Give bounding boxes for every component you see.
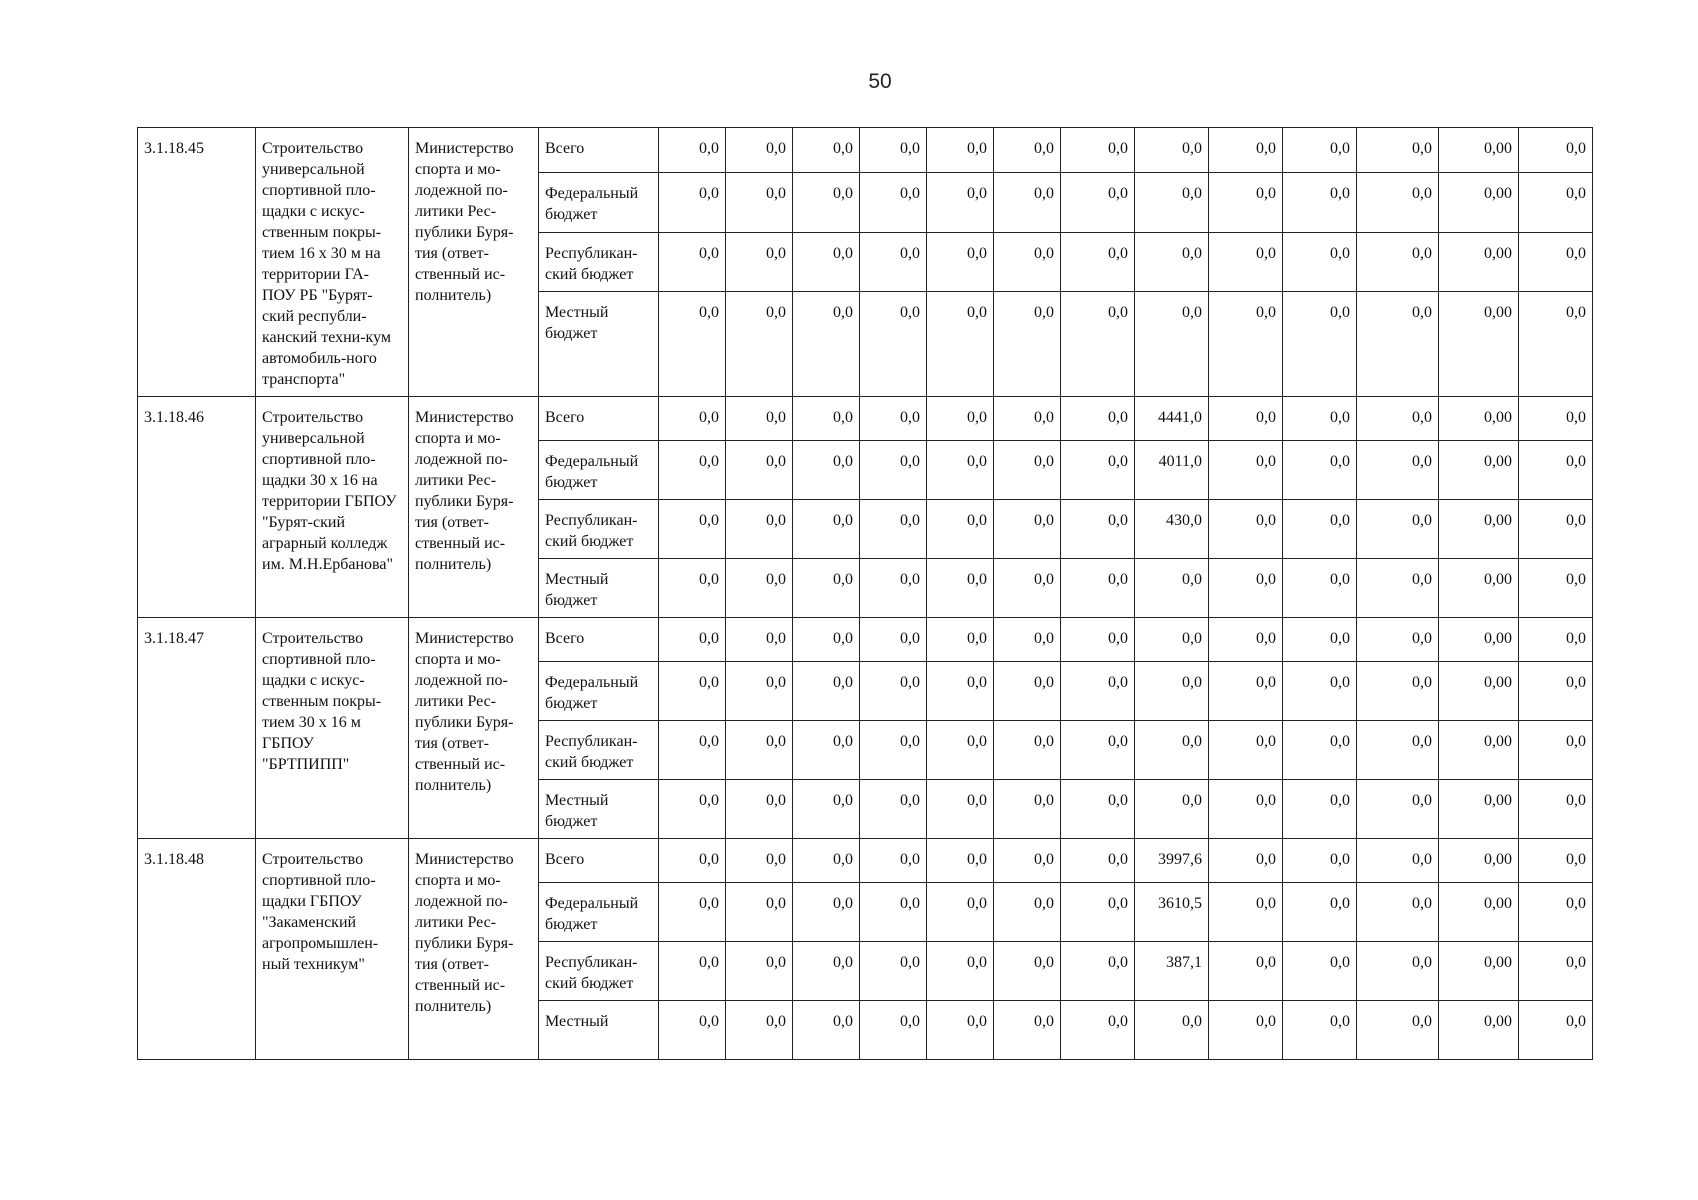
funding-source: Местный бюджет (539, 559, 659, 618)
value-cell: 0,0 (659, 441, 726, 500)
value-cell: 0,0 (1357, 942, 1439, 1001)
funding-source: Федеральный бюджет (539, 662, 659, 721)
table-row (138, 397, 1593, 441)
value-cell: 0,0 (1519, 942, 1593, 1001)
value-cell: 0,0 (1061, 721, 1135, 780)
value-cell: 0,0 (1061, 397, 1135, 441)
value-cell: 0,0 (1283, 780, 1357, 839)
value-cell: 0,00 (1439, 232, 1519, 292)
value-cell: 0,0 (1135, 559, 1209, 618)
value-cell: 0,0 (927, 128, 994, 173)
value-cell: 0,0 (1209, 780, 1283, 839)
value-cell: 0,0 (860, 839, 927, 883)
value-cell: 0,0 (659, 232, 726, 292)
value-cell: 0,0 (860, 128, 927, 173)
value-cell: 0,00 (1439, 662, 1519, 721)
value-cell: 387,1 (1135, 942, 1209, 1001)
value-cell: 0,0 (994, 780, 1061, 839)
value-cell: 0,0 (1135, 662, 1209, 721)
value-cell: 0,0 (659, 780, 726, 839)
value-cell: 0,0 (927, 839, 994, 883)
page-number: 50 (868, 70, 892, 93)
value-cell: 0,0 (1209, 500, 1283, 559)
value-cell: 0,0 (726, 559, 793, 618)
value-cell: 0,0 (1135, 780, 1209, 839)
value-cell: 0,0 (1357, 1001, 1439, 1060)
table-row (138, 128, 1593, 173)
value-cell: 0,0 (1209, 559, 1283, 618)
value-cell: 0,0 (1283, 172, 1357, 232)
value-cell: 0,0 (1061, 883, 1135, 942)
value-cell: 0,0 (927, 1001, 994, 1060)
value-cell: 0,0 (860, 721, 927, 780)
value-cell: 0,0 (927, 942, 994, 1001)
value-cell: 0,0 (927, 500, 994, 559)
value-cell: 0,0 (1357, 397, 1439, 441)
value-cell: 0,0 (1519, 618, 1593, 662)
value-cell: 0,0 (1519, 292, 1593, 397)
value-cell: 0,0 (726, 662, 793, 721)
funding-source: Местный (539, 1001, 659, 1060)
value-cell: 0,0 (994, 559, 1061, 618)
value-cell: 0,0 (1283, 559, 1357, 618)
value-cell: 0,00 (1439, 839, 1519, 883)
value-cell: 0,0 (994, 441, 1061, 500)
value-cell: 0,0 (793, 1001, 860, 1060)
value-cell: 0,00 (1439, 500, 1519, 559)
value-cell: 0,0 (994, 662, 1061, 721)
value-cell: 0,0 (726, 839, 793, 883)
value-cell: 0,0 (659, 721, 726, 780)
value-cell: 0,0 (1283, 839, 1357, 883)
value-cell: 0,0 (726, 128, 793, 173)
value-cell: 0,0 (1283, 942, 1357, 1001)
value-cell: 0,0 (927, 721, 994, 780)
value-cell: 0,0 (1357, 839, 1439, 883)
value-cell: 0,0 (927, 397, 994, 441)
measure-code: 3.1.18.46 (138, 397, 256, 618)
value-cell: 0,0 (927, 662, 994, 721)
value-cell: 0,0 (1061, 172, 1135, 232)
value-cell: 0,0 (927, 292, 994, 397)
value-cell: 0,00 (1439, 780, 1519, 839)
funding-source: Республикан-ский бюджет (539, 232, 659, 292)
value-cell: 0,0 (1519, 397, 1593, 441)
value-cell: 0,0 (793, 128, 860, 173)
funding-source: Федеральный бюджет (539, 441, 659, 500)
value-cell: 0,0 (1209, 292, 1283, 397)
funding-source: Федеральный бюджет (539, 883, 659, 942)
value-cell: 0,00 (1439, 942, 1519, 1001)
value-cell: 0,0 (726, 618, 793, 662)
value-cell: 0,0 (1357, 618, 1439, 662)
value-cell: 0,0 (1209, 839, 1283, 883)
value-cell: 0,0 (1283, 662, 1357, 721)
value-cell: 0,0 (1209, 721, 1283, 780)
value-cell: 0,0 (860, 1001, 927, 1060)
value-cell: 0,0 (927, 172, 994, 232)
value-cell: 0,0 (860, 441, 927, 500)
value-cell: 0,0 (994, 397, 1061, 441)
responsible-executor: Министерство спорта и мо-лодежной по-литики Рес-публики Буря-тия (ответ-ственный ис-полнитель) (409, 397, 539, 618)
value-cell: 0,0 (1283, 128, 1357, 173)
value-cell: 0,0 (1135, 618, 1209, 662)
value-cell: 0,0 (1357, 559, 1439, 618)
value-cell: 0,0 (860, 559, 927, 618)
value-cell: 0,0 (1283, 397, 1357, 441)
value-cell: 0,0 (1519, 441, 1593, 500)
table-row (138, 839, 1593, 883)
value-cell: 0,0 (1519, 780, 1593, 839)
value-cell: 0,0 (726, 780, 793, 839)
value-cell: 0,0 (994, 1001, 1061, 1060)
value-cell: 0,00 (1439, 1001, 1519, 1060)
value-cell: 0,0 (1519, 559, 1593, 618)
value-cell: 0,0 (793, 232, 860, 292)
value-cell: 0,0 (793, 441, 860, 500)
value-cell: 0,0 (1135, 172, 1209, 232)
value-cell: 0,0 (1061, 128, 1135, 173)
value-cell: 0,0 (1209, 397, 1283, 441)
value-cell: 0,0 (1135, 232, 1209, 292)
value-cell: 0,0 (994, 942, 1061, 1001)
value-cell: 0,0 (927, 780, 994, 839)
value-cell: 0,0 (659, 1001, 726, 1060)
value-cell: 0,0 (1519, 232, 1593, 292)
value-cell: 0,0 (659, 618, 726, 662)
value-cell: 0,0 (927, 883, 994, 942)
value-cell: 0,0 (1357, 232, 1439, 292)
value-cell: 0,0 (927, 232, 994, 292)
value-cell: 0,0 (659, 942, 726, 1001)
value-cell: 0,0 (1519, 1001, 1593, 1060)
value-cell: 0,0 (659, 500, 726, 559)
value-cell: 0,0 (793, 397, 860, 441)
value-cell: 0,0 (860, 232, 927, 292)
value-cell: 0,0 (1209, 172, 1283, 232)
value-cell: 0,0 (1357, 662, 1439, 721)
value-cell: 0,0 (994, 839, 1061, 883)
value-cell: 0,0 (793, 500, 860, 559)
value-cell: 0,0 (927, 441, 994, 500)
value-cell: 0,0 (1209, 883, 1283, 942)
value-cell: 0,0 (793, 559, 860, 618)
value-cell: 0,0 (726, 292, 793, 397)
value-cell: 0,0 (860, 883, 927, 942)
value-cell: 0,0 (1061, 662, 1135, 721)
funding-source: Федеральный бюджет (539, 172, 659, 232)
value-cell: 0,0 (659, 397, 726, 441)
value-cell: 0,0 (1135, 1001, 1209, 1060)
funding-source: Всего (539, 839, 659, 883)
value-cell: 0,0 (1357, 292, 1439, 397)
value-cell: 0,0 (994, 500, 1061, 559)
value-cell: 0,0 (860, 172, 927, 232)
value-cell: 0,0 (1283, 618, 1357, 662)
value-cell: 0,0 (726, 441, 793, 500)
value-cell: 0,0 (1357, 441, 1439, 500)
value-cell: 0,0 (793, 292, 860, 397)
funding-source: Республикан-ский бюджет (539, 500, 659, 559)
funding-source: Всего (539, 128, 659, 173)
value-cell: 0,0 (1135, 721, 1209, 780)
value-cell: 0,0 (1135, 128, 1209, 173)
value-cell: 0,0 (793, 172, 860, 232)
value-cell: 0,0 (793, 780, 860, 839)
measure-code: 3.1.18.45 (138, 128, 256, 397)
value-cell: 0,0 (1209, 128, 1283, 173)
value-cell: 0,0 (1519, 662, 1593, 721)
value-cell: 0,0 (659, 883, 726, 942)
value-cell: 0,0 (1519, 883, 1593, 942)
value-cell: 0,0 (860, 500, 927, 559)
value-cell: 0,00 (1439, 397, 1519, 441)
value-cell: 0,0 (1061, 942, 1135, 1001)
responsible-executor: Министерство спорта и мо-лодежной по-литики Рес-публики Буря-тия (ответ-ственный ис-полнитель) (409, 128, 539, 397)
value-cell: 0,0 (927, 618, 994, 662)
value-cell: 0,0 (1209, 441, 1283, 500)
value-cell: 0,0 (1061, 292, 1135, 397)
value-cell: 0,0 (860, 292, 927, 397)
value-cell: 0,0 (1357, 883, 1439, 942)
value-cell: 0,0 (860, 618, 927, 662)
value-cell: 0,0 (793, 883, 860, 942)
value-cell: 0,0 (994, 883, 1061, 942)
value-cell: 0,0 (1519, 839, 1593, 883)
value-cell: 0,00 (1439, 559, 1519, 618)
value-cell: 0,0 (793, 618, 860, 662)
funding-source: Республикан-ский бюджет (539, 942, 659, 1001)
value-cell: 3610,5 (1135, 883, 1209, 942)
value-cell: 0,00 (1439, 721, 1519, 780)
value-cell: 0,0 (726, 942, 793, 1001)
measure-code: 3.1.18.48 (138, 839, 256, 1060)
value-cell: 0,0 (1283, 721, 1357, 780)
value-cell: 0,00 (1439, 128, 1519, 173)
responsible-executor: Министерство спорта и мо-лодежной по-литики Рес-публики Буря-тия (ответ-ственный ис-полнитель) (409, 839, 539, 1060)
value-cell: 0,0 (1519, 500, 1593, 559)
value-cell: 0,0 (659, 128, 726, 173)
value-cell: 0,0 (1519, 128, 1593, 173)
funding-source: Всего (539, 618, 659, 662)
value-cell: 0,0 (1209, 1001, 1283, 1060)
value-cell: 0,00 (1439, 618, 1519, 662)
value-cell: 0,0 (994, 721, 1061, 780)
value-cell: 0,0 (1357, 780, 1439, 839)
value-cell: 0,0 (994, 232, 1061, 292)
measure-name: Строительство спортивной пло-щадки ГБПОУ "Закаменский агропромышлен-ный техникум" (256, 839, 409, 1060)
value-cell: 0,0 (726, 232, 793, 292)
value-cell: 0,0 (726, 721, 793, 780)
value-cell: 0,0 (659, 839, 726, 883)
table-body (138, 128, 1593, 1060)
value-cell: 0,0 (1283, 1001, 1357, 1060)
value-cell: 4441,0 (1135, 397, 1209, 441)
value-cell: 0,0 (1061, 559, 1135, 618)
value-cell: 0,0 (1357, 500, 1439, 559)
value-cell: 0,0 (1209, 662, 1283, 721)
value-cell: 0,0 (659, 292, 726, 397)
value-cell: 0,0 (1357, 128, 1439, 173)
value-cell: 0,0 (860, 397, 927, 441)
value-cell: 0,0 (726, 1001, 793, 1060)
measure-code: 3.1.18.47 (138, 618, 256, 839)
value-cell: 0,0 (726, 397, 793, 441)
value-cell: 0,0 (860, 662, 927, 721)
value-cell: 0,0 (1283, 883, 1357, 942)
value-cell: 0,0 (726, 883, 793, 942)
value-cell: 0,0 (1061, 839, 1135, 883)
measure-name: Строительство универсальной спортивной пло-щадки с искус-ственным покры-тием 16 х 30 м на территории ГА-ПОУ РБ "Бурят-ский республи-канский техни-кум автомобиль-ного транспорта" (256, 128, 409, 397)
value-cell: 0,0 (1209, 232, 1283, 292)
value-cell: 0,0 (793, 839, 860, 883)
value-cell: 0,0 (1357, 721, 1439, 780)
value-cell: 4011,0 (1135, 441, 1209, 500)
value-cell: 0,0 (659, 662, 726, 721)
value-cell: 0,0 (1209, 618, 1283, 662)
value-cell: 0,00 (1439, 883, 1519, 942)
value-cell: 430,0 (1135, 500, 1209, 559)
value-cell: 0,0 (1061, 232, 1135, 292)
value-cell: 0,0 (1357, 172, 1439, 232)
value-cell: 0,00 (1439, 172, 1519, 232)
value-cell: 0,0 (994, 618, 1061, 662)
funding-source: Местный бюджет (539, 292, 659, 397)
value-cell: 0,0 (994, 292, 1061, 397)
value-cell: 0,0 (793, 721, 860, 780)
funding-source: Всего (539, 397, 659, 441)
measure-name: Строительство универсальной спортивной пло-щадки 30 х 16 на территории ГБПОУ "Бурят-ский аграрный колледж им. М.Н.Ербанова" (256, 397, 409, 618)
funding-source: Республикан-ский бюджет (539, 721, 659, 780)
value-cell: 0,0 (793, 662, 860, 721)
value-cell: 0,0 (1061, 780, 1135, 839)
value-cell: 0,0 (1061, 618, 1135, 662)
value-cell: 0,0 (994, 128, 1061, 173)
value-cell: 0,0 (860, 942, 927, 1001)
value-cell: 0,0 (1283, 441, 1357, 500)
value-cell: 0,0 (1061, 1001, 1135, 1060)
value-cell: 0,0 (1519, 721, 1593, 780)
value-cell: 0,0 (1135, 292, 1209, 397)
table-row (138, 618, 1593, 662)
value-cell: 0,0 (1283, 292, 1357, 397)
value-cell: 0,0 (793, 942, 860, 1001)
value-cell: 0,0 (1061, 500, 1135, 559)
value-cell: 0,0 (659, 559, 726, 618)
value-cell: 0,0 (927, 559, 994, 618)
value-cell: 0,00 (1439, 441, 1519, 500)
value-cell: 0,0 (1283, 500, 1357, 559)
value-cell: 0,0 (726, 172, 793, 232)
funding-source: Местный бюджет (539, 780, 659, 839)
value-cell: 0,0 (726, 500, 793, 559)
value-cell: 0,0 (860, 780, 927, 839)
measure-name: Строительство спортивной пло-щадки с искус-ственным покры-тием 30 х 16 м ГБПОУ "БРТПИПП" (256, 618, 409, 839)
value-cell: 0,0 (659, 172, 726, 232)
value-cell: 0,0 (1519, 172, 1593, 232)
value-cell: 0,0 (1209, 942, 1283, 1001)
value-cell: 0,0 (1283, 232, 1357, 292)
value-cell: 3997,6 (1135, 839, 1209, 883)
value-cell: 0,00 (1439, 292, 1519, 397)
budget-table (137, 127, 1593, 1060)
value-cell: 0,0 (994, 172, 1061, 232)
value-cell: 0,0 (1061, 441, 1135, 500)
responsible-executor: Министерство спорта и мо-лодежной по-литики Рес-публики Буря-тия (ответ-ственный ис-полнитель) (409, 618, 539, 839)
